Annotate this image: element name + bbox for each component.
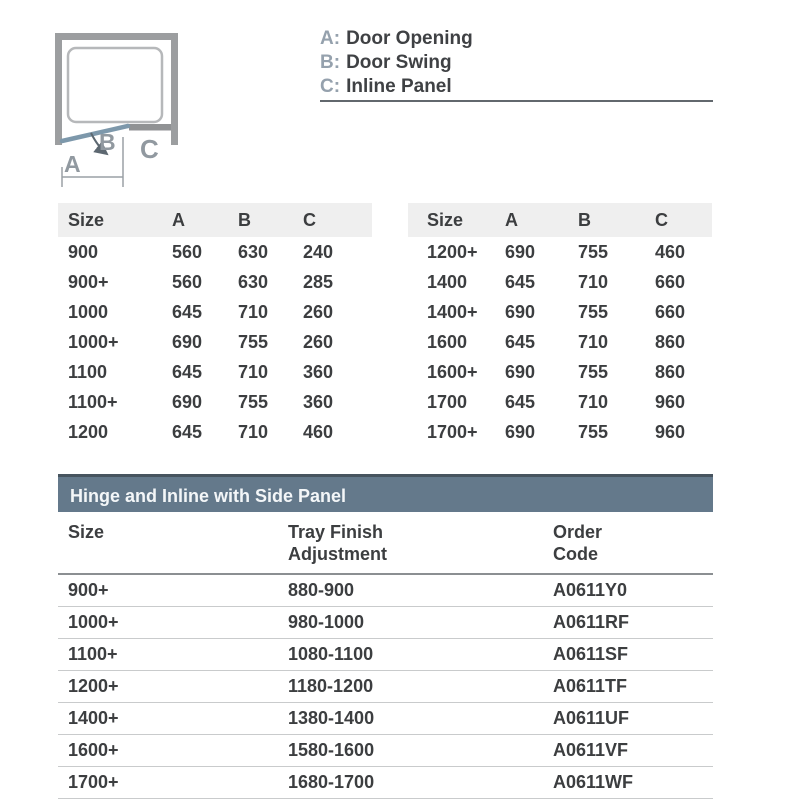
table-cell: 1000+ [58, 607, 288, 639]
table-row [58, 417, 372, 447]
legend-item-inline-panel [320, 75, 473, 99]
table-row [58, 767, 713, 799]
table-row [58, 607, 713, 639]
table-row [58, 327, 372, 357]
inline-panel-bar [129, 124, 171, 131]
table-cell: 1400+ [427, 301, 478, 322]
legend [320, 27, 473, 99]
table-row [408, 357, 712, 387]
table-cell: 1100 [68, 361, 108, 382]
order-table-body [58, 574, 713, 799]
table-cell: 260 [303, 331, 334, 352]
column-header-c: C [655, 209, 668, 230]
header-line: Order [553, 522, 603, 542]
table-row [58, 357, 372, 387]
table-cell: 1200+ [427, 241, 478, 262]
door-diagram [45, 25, 215, 195]
column-header-size [58, 512, 288, 574]
shower-tray [68, 48, 162, 122]
legend-prefix-a: A: [320, 28, 341, 49]
table-cell: 710 [578, 331, 609, 352]
column-header-order-code [553, 512, 713, 574]
table-row [408, 387, 712, 417]
table-cell: 645 [172, 361, 203, 382]
table-cell: 710 [238, 361, 269, 382]
table-row [58, 703, 713, 735]
table-row [58, 387, 372, 417]
size-table-right [408, 203, 712, 447]
legend-label-door-opening: Door Opening [346, 28, 473, 49]
table-row [58, 237, 372, 267]
table-cell: 645 [505, 271, 536, 292]
table-cell: A0611TF [553, 671, 713, 703]
table-cell: 755 [238, 331, 269, 352]
size-table-left [58, 203, 372, 447]
table-cell: 1000+ [68, 331, 119, 352]
table-row [58, 639, 713, 671]
table-cell: 1380-1400 [288, 703, 553, 735]
table-cell: 690 [172, 331, 203, 352]
table-cell: 1400+ [58, 703, 288, 735]
table-cell: A0611UF [553, 703, 713, 735]
table-cell: 560 [172, 241, 203, 262]
table-row [58, 671, 713, 703]
table-cell: 1200 [68, 421, 109, 442]
table-cell: 690 [172, 391, 203, 412]
diagram-label-c: C [140, 134, 159, 164]
table-cell: 690 [505, 421, 536, 442]
table-cell: 1080-1100 [288, 639, 553, 671]
table-cell: 900+ [68, 271, 109, 292]
table-row [58, 297, 372, 327]
table-cell: 690 [505, 361, 536, 382]
table-cell: 980-1000 [288, 607, 553, 639]
table-cell: 755 [578, 301, 609, 322]
column-header-size: Size [68, 209, 105, 230]
table-cell: 755 [578, 421, 609, 442]
size-table-left-body [58, 237, 372, 447]
table-row [408, 327, 712, 357]
table-row [58, 267, 372, 297]
table-cell: 1700 [427, 391, 468, 412]
table-cell: 1600 [427, 331, 468, 352]
table-cell: 1700+ [58, 767, 288, 799]
frame-left-bar [55, 33, 62, 145]
table-cell: 240 [303, 241, 334, 262]
table-cell: 1600+ [427, 361, 478, 382]
table-cell: 1200+ [58, 671, 288, 703]
table-cell: A0611VF [553, 735, 713, 767]
table-cell: 710 [578, 391, 609, 412]
legend-prefix-b: B: [320, 52, 341, 73]
table-cell: 1700+ [427, 421, 478, 442]
column-header-a: A [505, 209, 518, 230]
table-cell: 460 [655, 241, 686, 262]
table-cell: 1400 [427, 271, 468, 292]
table-cell: 860 [655, 331, 686, 352]
legend-label-inline-panel: Inline Panel [346, 76, 452, 97]
table-cell: A0611Y0 [553, 574, 713, 607]
table-cell: 360 [303, 361, 334, 382]
table-cell: 660 [655, 271, 686, 292]
column-header-b: B [238, 209, 251, 230]
table-cell: 660 [655, 301, 686, 322]
table-cell: 645 [172, 301, 203, 322]
table-cell: 1580-1600 [288, 735, 553, 767]
table-cell: 1100+ [58, 639, 288, 671]
table-row [58, 574, 713, 607]
column-header-c: C [303, 209, 316, 230]
header-line: Size [68, 522, 105, 542]
legend-item-door-swing [320, 51, 473, 75]
header-line: Code [553, 544, 598, 564]
table-cell: 1600+ [58, 735, 288, 767]
size-table-right-header-row [408, 203, 712, 237]
diagram-label-a: A [64, 151, 81, 177]
table-cell: 645 [505, 391, 536, 412]
table-cell: 560 [172, 271, 203, 292]
table-cell: 360 [303, 391, 334, 412]
legend-divider [320, 100, 713, 102]
table-cell: 710 [238, 301, 269, 322]
table-cell: A0611SF [553, 639, 713, 671]
table-cell: 1000 [68, 301, 109, 322]
table-cell: 630 [238, 241, 269, 262]
frame-top-bar [55, 33, 178, 40]
table-cell: 260 [303, 301, 334, 322]
table-cell: 960 [655, 391, 686, 412]
table-row [408, 237, 712, 267]
table-cell: 690 [505, 301, 536, 322]
table-cell: 710 [238, 421, 269, 442]
column-header-tray-finish-adjustment [288, 512, 553, 574]
legend-prefix-c: C: [320, 76, 341, 97]
table-cell: 755 [578, 241, 609, 262]
frame-right-bar [171, 33, 178, 145]
table-cell: 630 [238, 271, 269, 292]
table-cell: 1100+ [68, 391, 118, 412]
column-header-b: B [578, 209, 591, 230]
table-row [408, 297, 712, 327]
table-cell: 645 [505, 331, 536, 352]
order-table-title: Hinge and Inline with Side Panel [58, 474, 713, 512]
table-row [58, 735, 713, 767]
diagram-label-b: B [99, 129, 116, 155]
table-cell: 645 [172, 421, 203, 442]
order-table-header-row [58, 512, 713, 574]
legend-label-door-swing: Door Swing [346, 52, 452, 73]
size-table-left-header-row [58, 203, 372, 237]
table-cell: 755 [238, 391, 269, 412]
table-cell: 1680-1700 [288, 767, 553, 799]
table-cell: 860 [655, 361, 686, 382]
table-cell: 960 [655, 421, 686, 442]
order-table [58, 512, 713, 799]
table-cell: 690 [505, 241, 536, 262]
table-cell: 880-900 [288, 574, 553, 607]
table-cell: A0611RF [553, 607, 713, 639]
table-cell: 460 [303, 421, 334, 442]
table-cell: 900 [68, 241, 99, 262]
table-cell: 755 [578, 361, 609, 382]
legend-item-door-opening [320, 27, 473, 51]
header-line: Tray Finish [288, 522, 384, 542]
header-line: Adjustment [288, 544, 387, 564]
column-header-size: Size [427, 209, 464, 230]
table-row [408, 267, 712, 297]
size-table-right-body [408, 237, 712, 447]
table-cell: A0611WF [553, 767, 713, 799]
table-row [408, 417, 712, 447]
table-cell: 285 [303, 271, 334, 292]
column-header-a: A [172, 209, 185, 230]
table-cell: 1180-1200 [288, 671, 553, 703]
table-cell: 900+ [58, 574, 288, 607]
order-table-section [58, 474, 713, 799]
table-cell: 710 [578, 271, 609, 292]
